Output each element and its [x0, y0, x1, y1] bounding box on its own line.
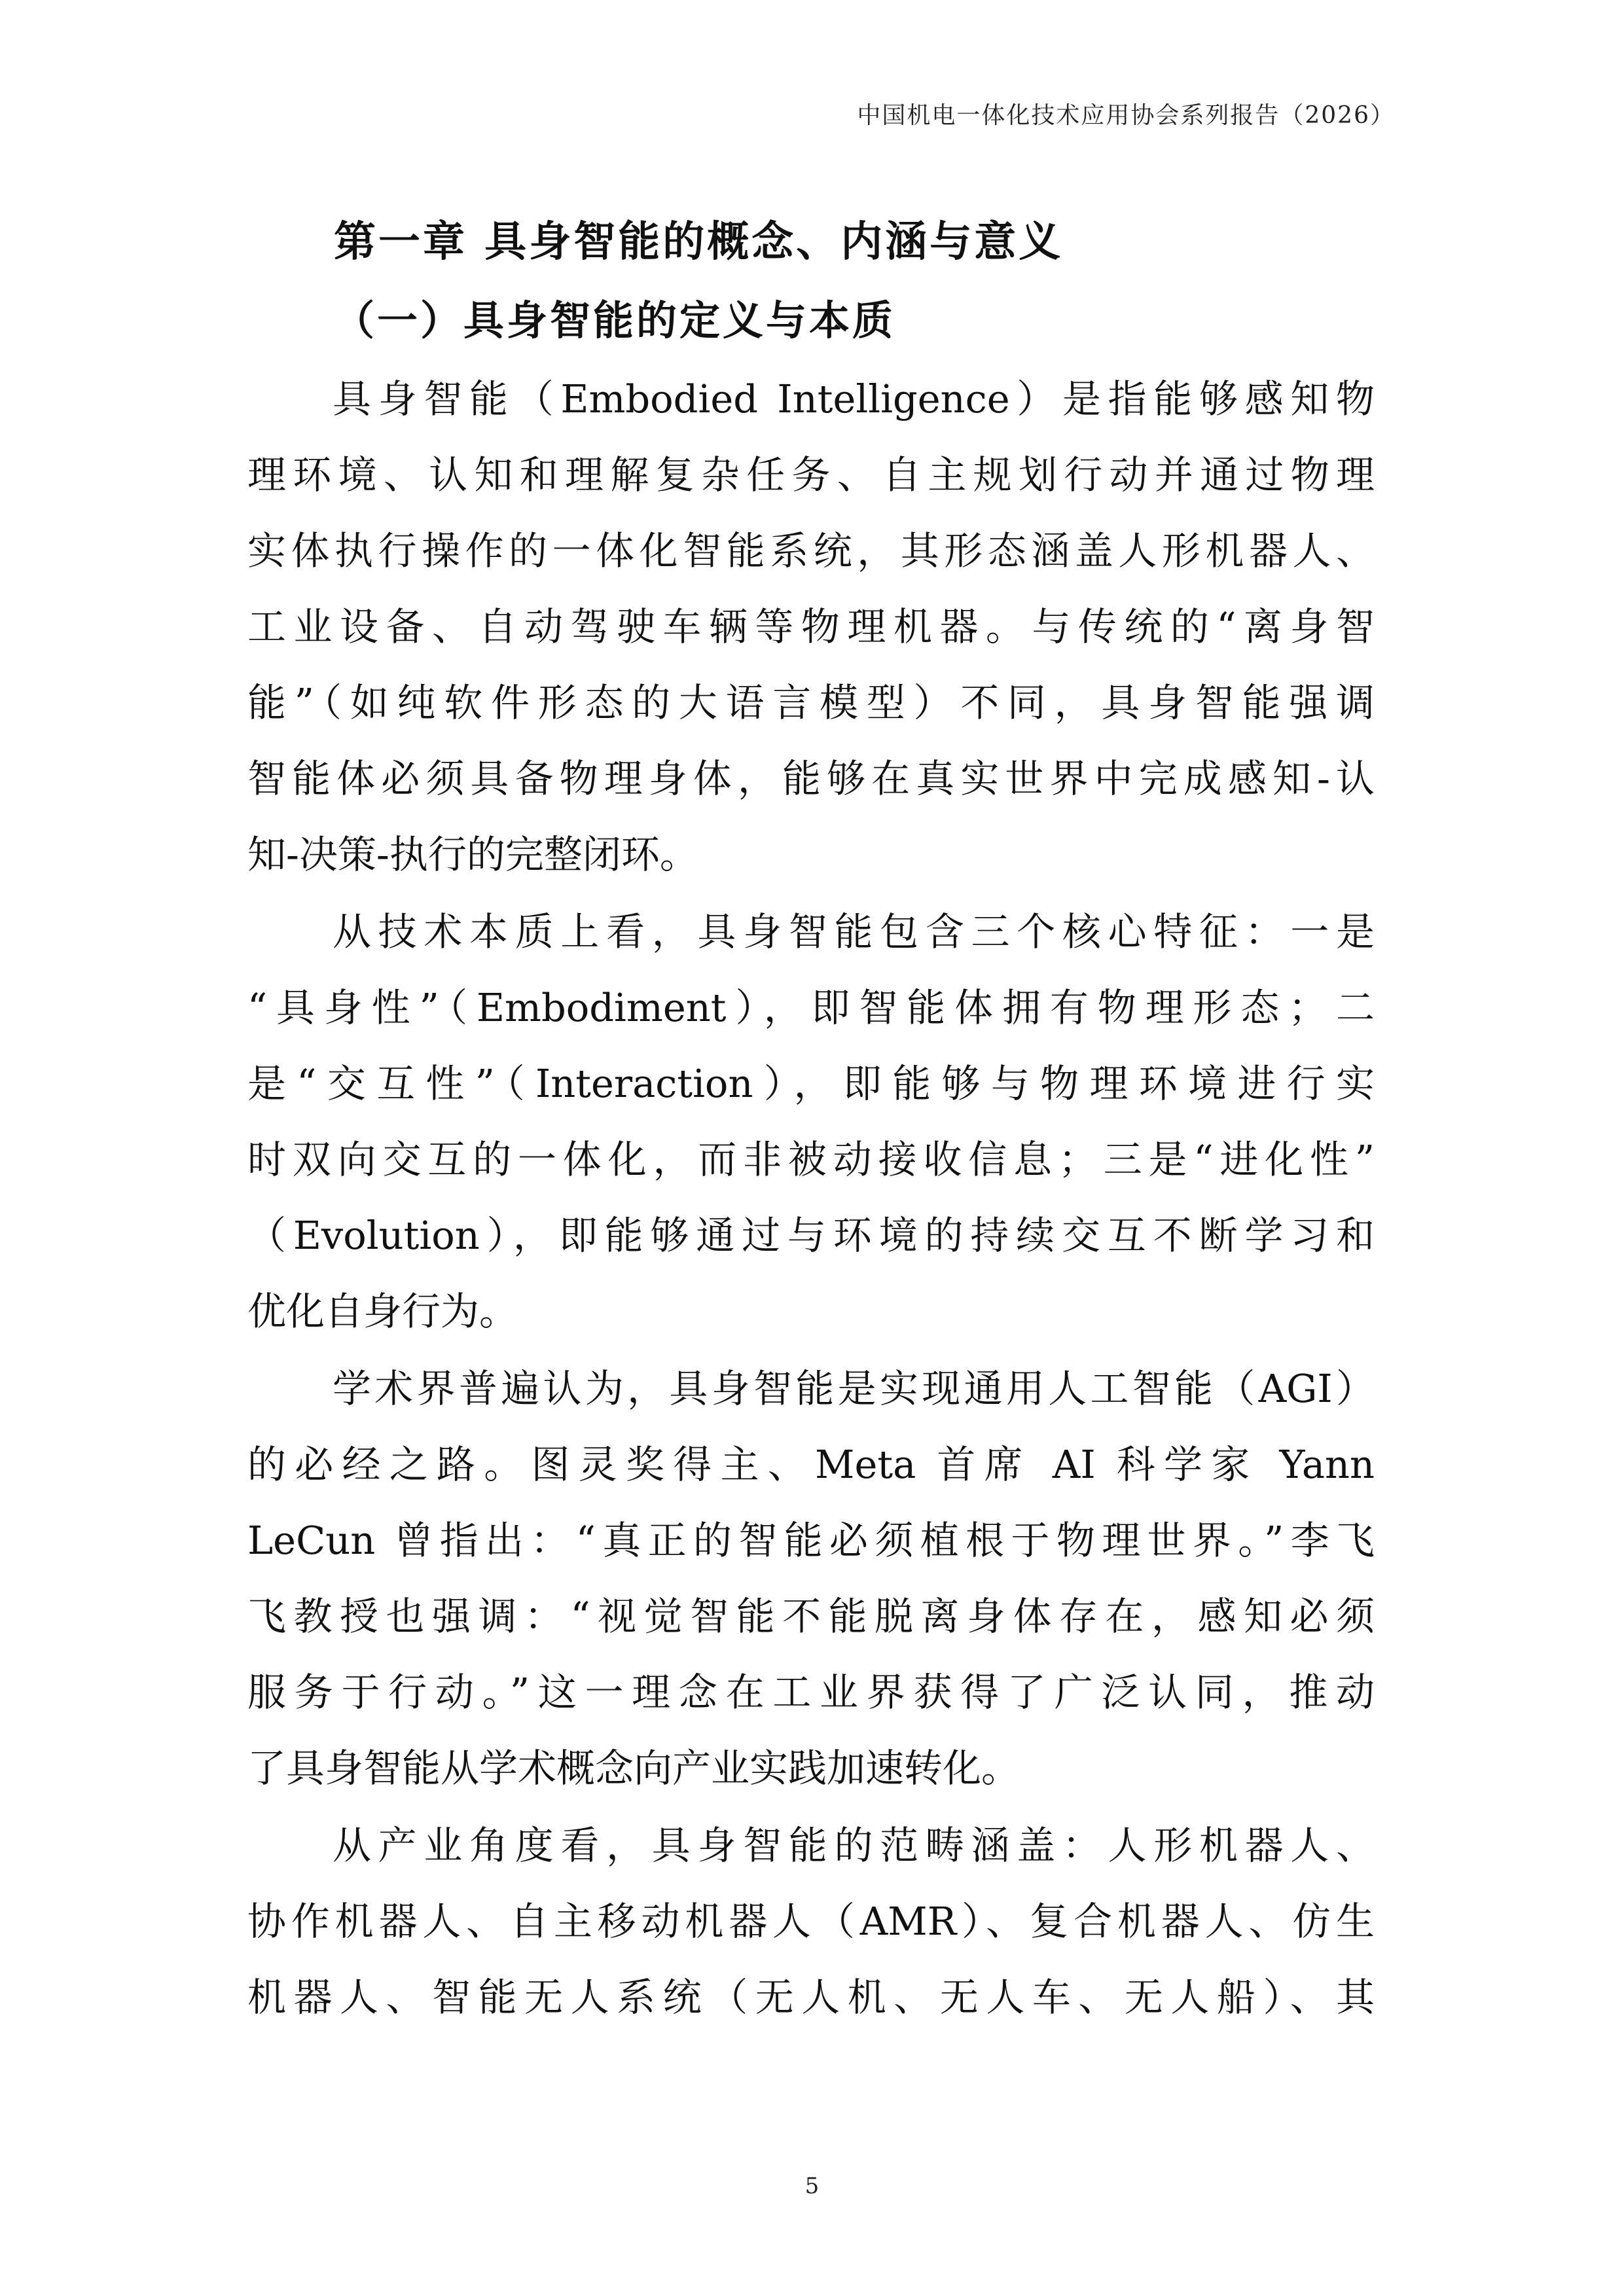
- paragraph-line: 从技术本质上看，具身智能包含三个核心特征：一是: [333, 909, 1375, 954]
- paragraph-line: 的必经之路。图灵奖得主、Meta 首席 AI 科学家 Yann: [247, 1442, 1375, 1487]
- paragraph-line: 了具身智能从学术概念向产业实践加速转化。: [247, 1746, 1020, 1791]
- paragraph-line: 实体执行操作的一体化智能系统，其形态涵盖人形机器人、: [247, 528, 1375, 573]
- paragraph-line: “具身性”（Embodiment），即智能体拥有物理形态；二: [247, 985, 1375, 1030]
- paragraph-line: 智能体必须具备物理身体，能够在真实世界中完成感知-认: [247, 756, 1375, 801]
- paragraph-line: 从产业角度看，具身智能的范畴涵盖：人形机器人、: [333, 1823, 1375, 1868]
- paragraph-line: （Evolution），即能够通过与环境的持续交互不断学习和: [247, 1213, 1375, 1258]
- chapter-title: 第一章 具身智能的概念、内涵与意义: [334, 217, 1064, 266]
- page-number: 5: [804, 2173, 820, 2199]
- running-header: 中国机电一体化技术应用协会系列报告（2026）: [857, 102, 1395, 129]
- paragraph-line: 理环境、认知和理解复杂任务、自主规划行动并通过物理: [247, 452, 1375, 497]
- section-title: （一）具身智能的定义与本质: [334, 296, 896, 344]
- paragraph-line: 服务于行动。”这一理念在工业界获得了广泛认同，推动: [247, 1670, 1375, 1715]
- paragraph-line: 具身智能（Embodied Intelligence）是指能够感知物: [333, 376, 1375, 422]
- paragraph-line: 知-决策-执行的完整闭环。: [247, 832, 698, 877]
- paragraph-line: 能”（如纯软件形态的大语言模型）不同，具身智能强调: [247, 680, 1375, 725]
- paragraph-line: 飞教授也强调：“视觉智能不能脱离身体存在，感知必须: [247, 1594, 1375, 1639]
- paragraph-line: LeCun 曾指出：“真正的智能必须植根于物理世界。”李飞: [247, 1518, 1375, 1563]
- paragraph-line: 是“交互性”（Interaction），即能够与物理环境进行实: [247, 1061, 1375, 1106]
- paragraph-line: 优化自身行为。: [247, 1289, 518, 1334]
- paragraph-line: 时双向交互的一体化，而非被动接收信息；三是“进化性”: [247, 1137, 1375, 1182]
- paragraph-line: 协作机器人、自主移动机器人（AMR）、复合机器人、仿生: [247, 1899, 1375, 1944]
- paragraph-line: 工业设备、自动驾驶车辆等物理机器。与传统的“离身智: [247, 604, 1375, 649]
- paragraph-line: 学术界普遍认为，具身智能是实现通用人工智能（AGI）: [333, 1366, 1375, 1411]
- paragraph-line: 机器人、智能无人系统（无人机、无人车、无人船）、其: [247, 1975, 1375, 2020]
